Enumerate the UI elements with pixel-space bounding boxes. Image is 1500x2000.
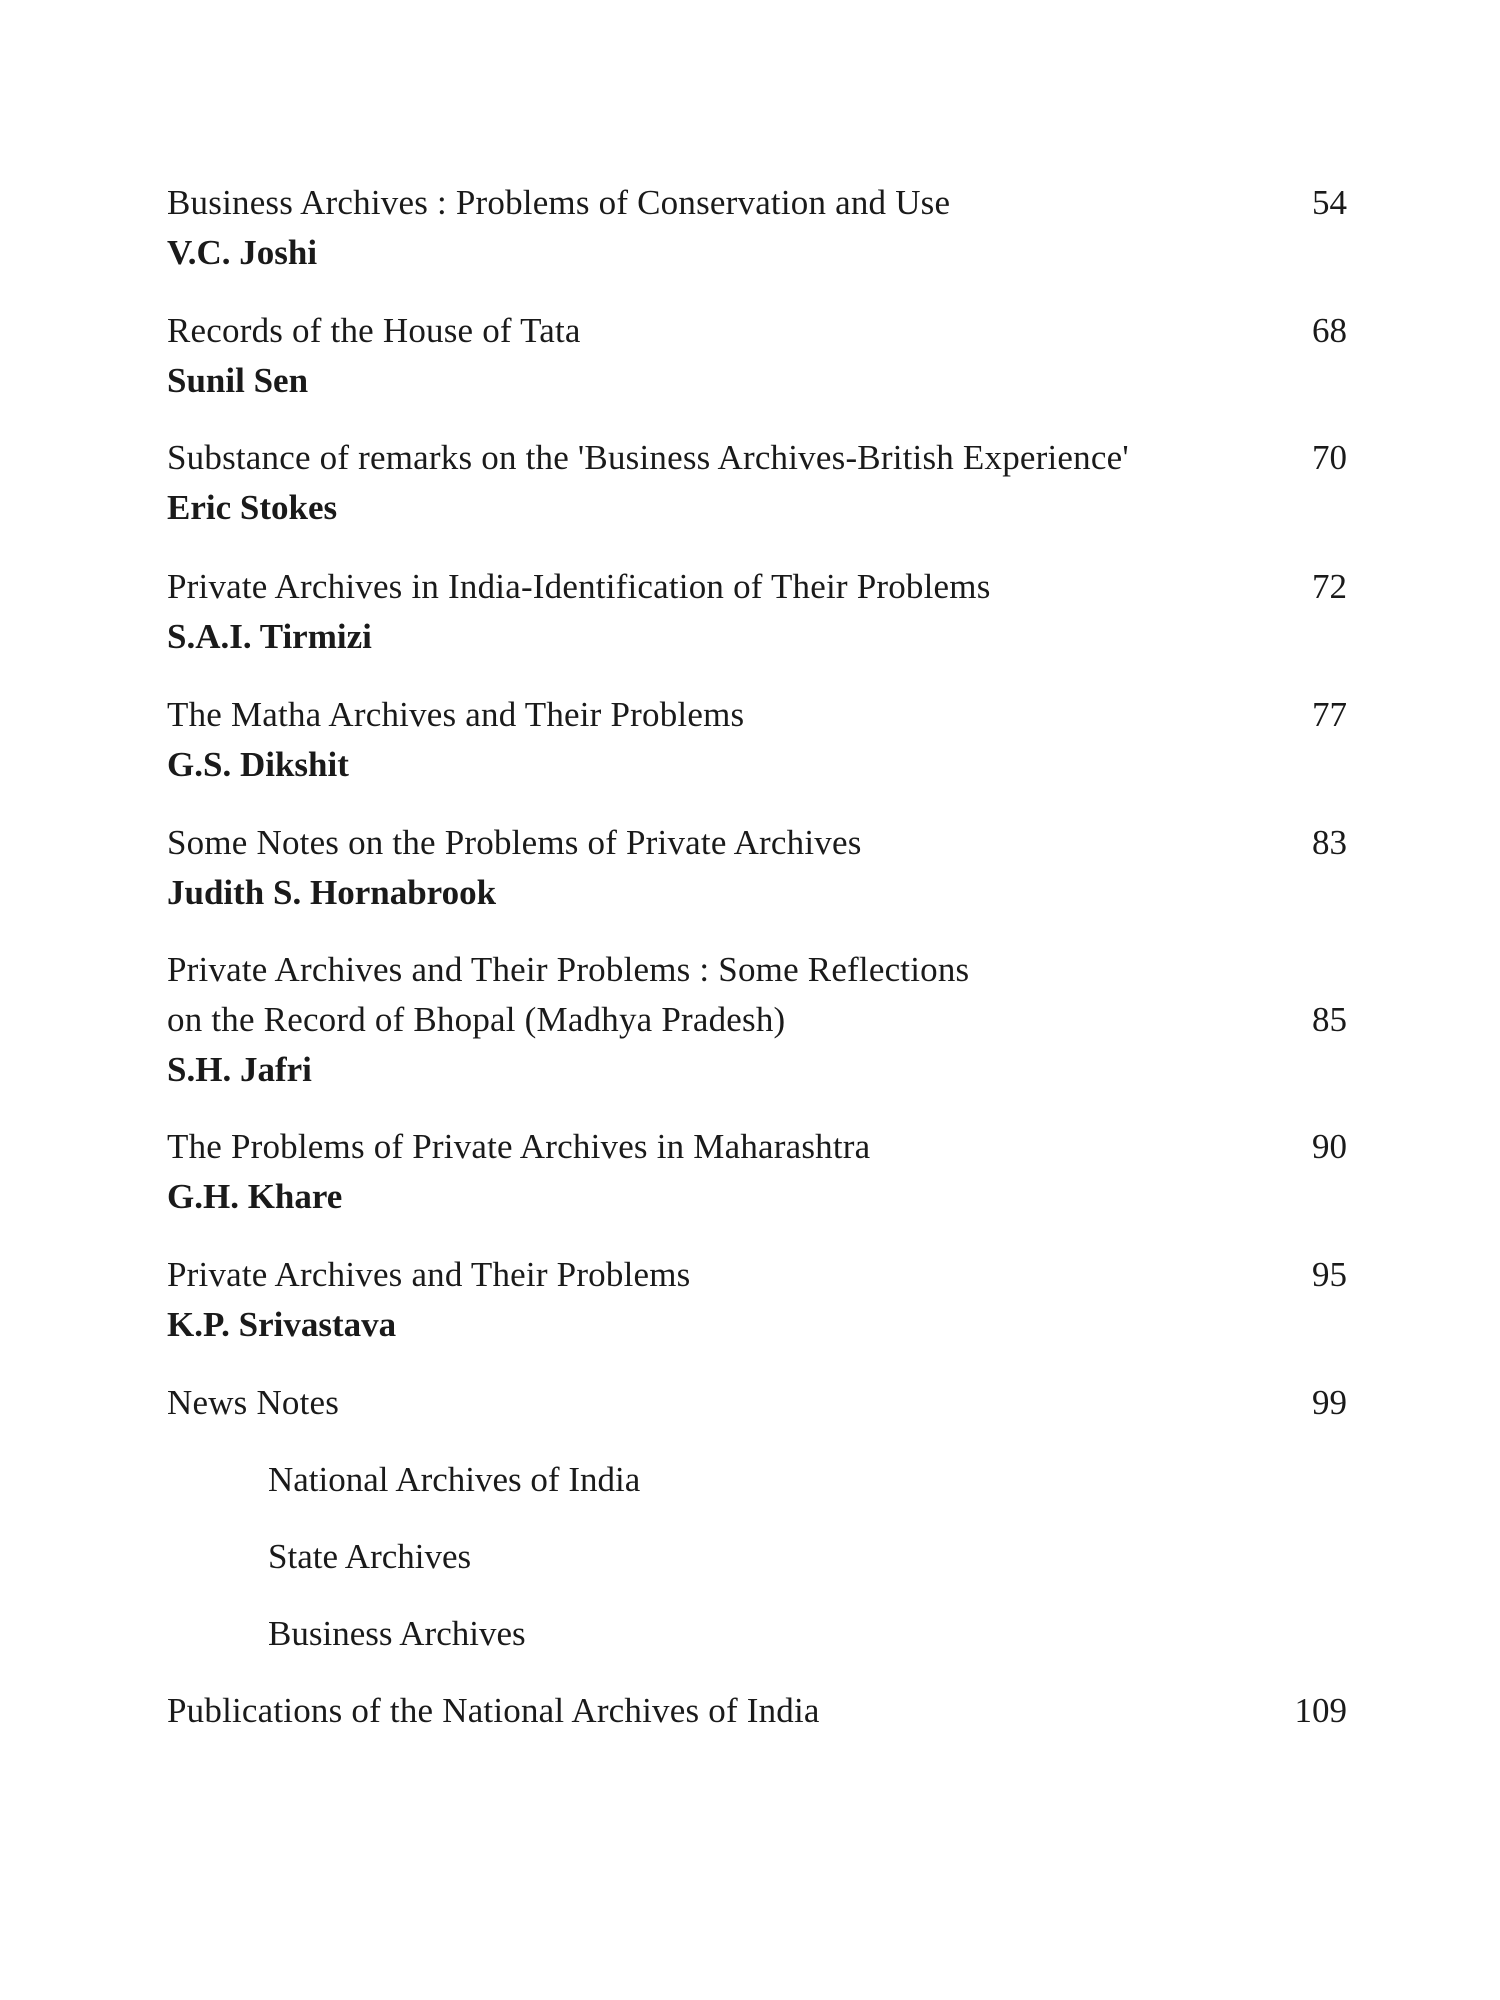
entry-title-line bbox=[167, 945, 1347, 995]
news-notes-sub-item: National Archives of India bbox=[268, 1460, 641, 1499]
entry-author: S.A.I. Tirmizi bbox=[167, 617, 372, 656]
entry-page-number: 77 bbox=[1312, 695, 1347, 734]
entry-title-line bbox=[167, 178, 1347, 228]
news-notes-entry bbox=[167, 1378, 1347, 1428]
entry-title-line bbox=[167, 1250, 1347, 1300]
entry-title-line bbox=[167, 690, 1347, 740]
entry-page-number: 83 bbox=[1312, 823, 1347, 862]
publications-title: Publications of the National Archives of India bbox=[167, 1691, 820, 1730]
entry-author: G.S. Dikshit bbox=[167, 745, 349, 784]
toc-entry bbox=[167, 945, 1347, 1095]
entry-page-number: 85 bbox=[1312, 1000, 1347, 1039]
entry-title: The Problems of Private Archives in Maharashtra bbox=[167, 1127, 871, 1166]
entry-page-number: 54 bbox=[1312, 183, 1347, 222]
entry-title-continued: on the Record of Bhopal (Madhya Pradesh) bbox=[167, 1000, 786, 1039]
toc-entry bbox=[167, 178, 1347, 278]
entry-page-number: 90 bbox=[1312, 1127, 1347, 1166]
toc-entry bbox=[167, 818, 1347, 918]
news-notes-page-number: 99 bbox=[1312, 1383, 1347, 1422]
news-notes-sub-item: Business Archives bbox=[268, 1614, 526, 1653]
entry-title-line bbox=[167, 1378, 1347, 1428]
entry-title-line bbox=[167, 433, 1347, 483]
publications-page-number: 109 bbox=[1294, 1691, 1347, 1730]
entry-title: Records of the House of Tata bbox=[167, 311, 581, 350]
entry-title: Private Archives and Their Problems bbox=[167, 1255, 691, 1294]
entry-author: Sunil Sen bbox=[167, 361, 309, 400]
entry-author: V.C. Joshi bbox=[167, 233, 318, 272]
entry-title: Private Archives and Their Problems : Some Reflections bbox=[167, 950, 970, 989]
publications-entry bbox=[167, 1686, 1347, 1736]
toc-entry bbox=[167, 1122, 1347, 1222]
entry-title-line bbox=[167, 562, 1347, 612]
entry-title-line bbox=[167, 818, 1347, 868]
entry-title: Private Archives in India-Identification of Their Problems bbox=[167, 567, 991, 606]
entry-title-line bbox=[167, 1122, 1347, 1172]
toc-entry bbox=[167, 433, 1347, 533]
news-notes-title: News Notes bbox=[167, 1383, 340, 1422]
entry-title-line bbox=[167, 1686, 1347, 1736]
entry-page-number: 72 bbox=[1312, 567, 1347, 606]
entry-author: G.H. Khare bbox=[167, 1177, 343, 1216]
toc-entry bbox=[167, 306, 1347, 406]
entry-title-line bbox=[167, 306, 1347, 356]
toc-entry bbox=[167, 562, 1347, 662]
entry-author: Judith S. Hornabrook bbox=[167, 873, 497, 912]
entry-title: Some Notes on the Problems of Private Archives bbox=[167, 823, 862, 862]
news-notes-sub-item: State Archives bbox=[268, 1537, 472, 1576]
entry-page-number: 68 bbox=[1312, 311, 1347, 350]
toc-entry bbox=[167, 690, 1347, 790]
entry-author: K.P. Srivastava bbox=[167, 1305, 397, 1344]
entry-title: The Matha Archives and Their Problems bbox=[167, 695, 745, 734]
entry-author: S.H. Jafri bbox=[167, 1050, 312, 1089]
entry-title-line bbox=[167, 995, 1347, 1045]
toc-entry bbox=[167, 1250, 1347, 1350]
entry-title: Business Archives : Problems of Conservation and Use bbox=[167, 183, 951, 222]
entry-author: Eric Stokes bbox=[167, 488, 338, 527]
entry-title: Substance of remarks on the 'Business Archives-British Experience' bbox=[167, 438, 1129, 477]
entry-page-number: 95 bbox=[1312, 1255, 1347, 1294]
entry-page-number: 70 bbox=[1312, 438, 1347, 477]
